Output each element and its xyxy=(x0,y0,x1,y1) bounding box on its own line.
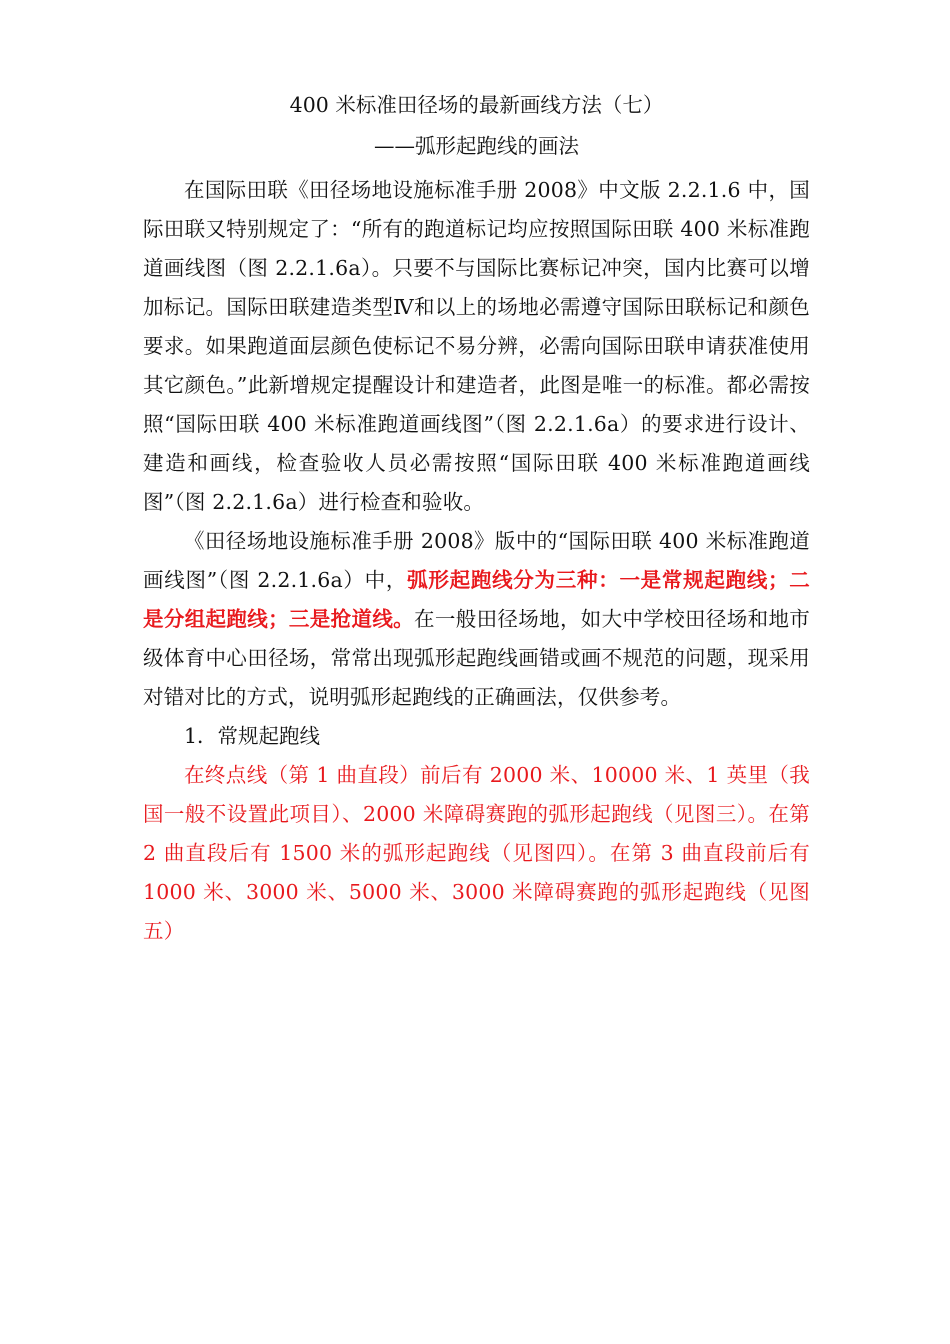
document-page xyxy=(143,92,810,951)
paragraph-2-rest: 在一般田径场地，如大中学校田径场和地市级体育中心田径场，常常出现弧形起跑线画错或画不规范的问题，现采用对错对比的方式，说明弧形起跑线的正确画法，仅供参考。 xyxy=(143,607,810,709)
paragraph-2-highlight: 弧形起跑线分为三种：一是常规起跑线；二是分组起跑线；三是抢道线。 xyxy=(143,568,810,631)
paragraph-2 xyxy=(143,522,810,717)
section-1-body: 在终点线（第 1 曲直段）前后有 2000 米、10000 米、1 英里（我国一般不设置此项目）、2000 米障碍赛跑的弧形起跑线（见图三）。在第 2 曲直段后有 1500 米的弧形起跑线（见图四）。在第 3 曲直段前后有 1000 米、3000 米、5000 米、3000 米障碍赛跑的弧形起跑线（见图五） xyxy=(143,763,810,943)
paragraph-2-intro: 《田径场地设施标准手册 2008》版中的“国际田联 400 米标准跑道画线图”（图 2.2.1.6a）中， xyxy=(143,529,810,592)
document-subtitle: ——弧形起跑线的画法 xyxy=(374,134,579,158)
section-1-heading: 1．常规起跑线 xyxy=(184,724,321,748)
paragraph-1: 在国际田联《田径场地设施标准手册 2008》中文版 2.2.1.6 中，国际田联又特别规定了：“所有的跑道标记均应按照国际田联 400 米标准跑道画线图（图 2.2.1.6a）。只要不与国际比赛标记冲突，国内比赛可以增加标记。国际田联建造类型Ⅳ和以上的场地必需遵守国际田联标记和颜色要求。如果跑道面层颜色使标记不易分辨，必需向国际田联申请获准使用其它颜色。”此新增规定提醒设计和建造者，此图是唯一的标准。都必需按照“国际田联 400 米标准跑道画线图”（图 2.2.1.6a）的要求进行设计、建造和画线，检查验收人员必需按照“国际田联 400 米标准跑道画线图”（图 2.2.1.6a）进行检查和验收。 xyxy=(143,178,810,514)
document-title: 400 米标准田径场的最新画线方法（七） xyxy=(289,93,664,117)
